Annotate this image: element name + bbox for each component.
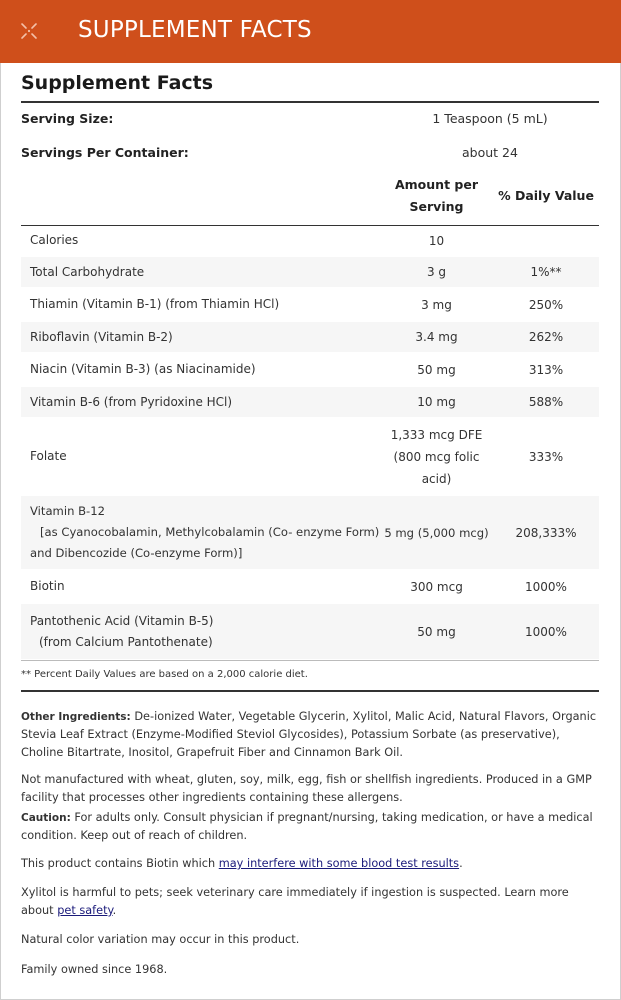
servings-per-container-label: Servings Per Container: (21, 145, 189, 160)
nutrient-dv: 333% (528, 449, 564, 464)
amount-line: (800 mcg folic (393, 449, 480, 464)
name-line: Vitamin B-12 (30, 504, 105, 518)
biotin-end: . (459, 857, 463, 870)
nutrient-name: Biotin (30, 579, 65, 593)
table-row (21, 419, 599, 496)
amount-line: 1,333 mcg DFE (390, 427, 483, 442)
nutrient-dv: 1%** (530, 265, 562, 279)
nutrient-name: Riboflavin (Vitamin B-2) (30, 329, 173, 344)
table-row (21, 354, 599, 387)
nutrient-amount (380, 424, 493, 490)
xylitol-end: . (112, 904, 117, 917)
nutrient-name: Total Carbohydrate (30, 264, 145, 279)
nutrient-amount: 50 mg (417, 362, 456, 377)
serving-size-label: Serving Size: (21, 111, 114, 126)
nutrient-dv: 313% (528, 362, 564, 377)
daily-value-header: % Daily Value (498, 188, 594, 203)
other-ingredients (21, 708, 599, 762)
caution-text: For adults only. Consult physician if pregnant/nursing, taking medication, or have a medical condition. Keep out of reach of children. (21, 811, 593, 842)
biotin-text: This product contains Biotin which (21, 857, 216, 870)
pet-safety-link[interactable]: pet safety (57, 904, 113, 917)
biotin-statement (21, 855, 599, 873)
collapse-icon[interactable] (20, 22, 38, 40)
nutrient-name: Thiamin (Vitamin B-1) (from Thiamin HCl) (30, 297, 280, 311)
name-line: Pantothenic Acid (Vitamin B-5) (30, 613, 214, 628)
amount-line: acid) (421, 471, 452, 486)
nutrient-dv: 588% (528, 395, 564, 409)
nutrient-name: Niacin (Vitamin B-3) (as Niacinamide) (30, 362, 256, 376)
nutrient-amount: 10 mg (417, 395, 456, 409)
amount-header-line1: Amount per (394, 177, 478, 192)
nutrient-dv: 208,333% (515, 525, 577, 540)
other-ingredients-text: De-ionized Water, Vegetable Glycerin, Xylitol, Malic Acid, Natural Flavors, Organic Stevia Leaf Extract (Enzyme-Modified Steviol Glycosides), Potassium Sorbate (as preservative), Choline Bitartrate, Inositol, Grapefruit Fiber and Cinnamon Bark Oil. (21, 710, 597, 759)
table-row (21, 322, 599, 354)
amount-per-serving-header (380, 174, 493, 218)
name-line: (from Calcium Pantothenate) (39, 634, 213, 649)
table-row (21, 571, 599, 604)
table-row (21, 496, 599, 571)
nutrient-amount: 50 mg (417, 624, 456, 639)
table-bottom-rule (21, 660, 599, 661)
nutrient-name (21, 501, 380, 564)
nutrient-dv: 1000% (525, 579, 567, 594)
facts-bottom-rule (21, 690, 599, 692)
serving-size-value: 1 Teaspoon (5 mL) (432, 111, 548, 126)
supplement-facts-header[interactable] (0, 0, 621, 63)
other-ingredients-label: Other Ingredients: (21, 711, 131, 723)
nutrient-dv: 250% (528, 297, 564, 312)
nutrient-amount: 300 mcg (410, 579, 463, 594)
color-variation-note: Natural color variation may occur in this product. (21, 933, 300, 946)
name-line: and Dibencozide (Co-enzyme Form)] (30, 546, 243, 560)
allergen-statement: Not manufactured with wheat, gluten, soy, milk, egg, fish or shellfish ingredients. Produced in a GMP facility that processes other ingredients containing these allergens. (21, 773, 592, 804)
table-row (21, 226, 599, 257)
amount-header-line2: Serving (409, 199, 464, 214)
family-owned-note: Family owned since 1968. (21, 963, 168, 976)
title-rule (21, 101, 599, 103)
name-line: [as Cyanocobalamin, Methylcobalamin (Co- enzyme Form) (40, 525, 380, 539)
xylitol-text: Xylitol is harmful to pets; seek veterinary care immediately if ingestion is suspected. Learn more about (21, 886, 569, 917)
nutrient-amount: 5 mg (5,000 mcg) (384, 525, 489, 540)
nutrient-amount: 3 g (426, 265, 447, 279)
table-row (21, 257, 599, 289)
blood-test-link[interactable]: may interfere with some blood test results (218, 857, 460, 870)
nutrient-dv: 1000% (525, 624, 567, 639)
caution-statement (21, 809, 599, 845)
caution-label: Caution: (21, 812, 71, 824)
table-row (21, 604, 599, 659)
daily-value-footnote: ** Percent Daily Values are based on a 2,000 calorie diet. (21, 669, 308, 680)
xylitol-statement (21, 884, 599, 920)
nutrient-amount: 10 (428, 233, 445, 248)
facts-title: Supplement Facts (21, 72, 214, 94)
nutrient-name (21, 611, 380, 653)
nutrient-name: Vitamin B-6 (from Pyridoxine HCl) (30, 394, 233, 409)
nutrient-dv: 262% (528, 330, 564, 344)
nutrient-name: Calories (30, 233, 79, 247)
table-row (21, 289, 599, 322)
header-title: SUPPLEMENT FACTS (78, 17, 312, 43)
nutrient-name: Folate (30, 449, 67, 463)
servings-per-container-value: about 24 (462, 145, 518, 160)
nutrient-table (21, 225, 599, 659)
table-row (21, 387, 599, 419)
nutrient-amount: 3.4 mg (415, 330, 458, 344)
nutrient-amount: 3 mg (421, 297, 452, 312)
